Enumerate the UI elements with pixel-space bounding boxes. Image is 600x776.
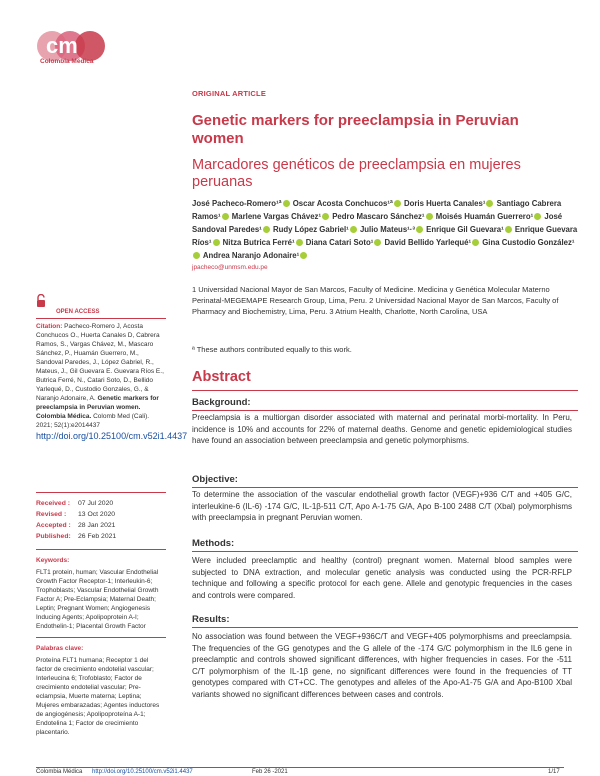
palabras-heading: Palabras clave: xyxy=(36,645,84,652)
date-revised: Revised : 13 Oct 2020 xyxy=(36,511,116,518)
author-list xyxy=(192,197,580,262)
footer-page: 1/17 xyxy=(548,769,560,775)
citation-doi-link[interactable]: http://doi.org/10.25100/cm.v52i1.4437 xyxy=(36,431,188,441)
dates-block xyxy=(36,498,116,542)
author-name: David Bellido Yarlequé¹ xyxy=(384,238,472,247)
logo-mark: cm xyxy=(46,33,78,58)
corresponding-email[interactable]: jpacheco@unmsm.edu.pe xyxy=(192,264,268,271)
title-spanish: Marcadores genéticos de preeclampsia en mujeres peruanas xyxy=(192,157,521,190)
background-heading: Background: xyxy=(192,397,251,408)
date-published: Published: 26 Feb 2021 xyxy=(36,533,117,540)
orcid-icon[interactable] xyxy=(283,200,290,207)
citation-label: Citation: xyxy=(36,323,63,330)
citation-text: Pacheco-Romero J, Acosta Conchucos O., Huerta Canales D, Cabrera Ramos, S., Vargas Chávez, M., Mascaro Sánchez, P., Huamán Guerrero, M., Sandoval Paredes, J., López Gabriel, R., Mateus, J., Gil Guevara E. Guevara Ríos E., Butrica Ferré, N., Catari Soto, D., Bellido Yarlequé, D., Custodio Gonzales, G., & Naranjo Adonaire, A. xyxy=(36,323,164,402)
author-name: Oscar Acosta Conchucos¹ª xyxy=(292,199,393,208)
author-name: José Sandoval Paredes¹ xyxy=(192,212,563,234)
footer-journal: Colombia Médica xyxy=(36,769,83,775)
author-name: Enrique Gil Guevara¹ xyxy=(426,225,504,234)
author-name: Andrea Naranjo Adonaire¹ xyxy=(202,251,300,260)
orcid-icon[interactable] xyxy=(222,213,229,220)
sidebar-divider xyxy=(36,492,166,493)
palabras-block xyxy=(36,644,166,737)
orcid-icon[interactable] xyxy=(322,213,329,220)
open-lock-icon xyxy=(36,294,46,308)
orcid-icon[interactable] xyxy=(426,213,433,220)
citation-rest: Colomb Med (Cali). 2021; 52(1):e2014437 xyxy=(36,413,150,429)
title-english: Genetic markers for preeclampsia in Peruvian women xyxy=(192,112,519,147)
orcid-icon[interactable] xyxy=(416,226,423,233)
citation-title: Genetic markers for preeclampsia in Peruvian women. xyxy=(36,395,159,411)
orcid-icon[interactable] xyxy=(350,226,357,233)
abstract-heading: Abstract xyxy=(192,369,251,385)
abstract-divider xyxy=(192,390,578,391)
author-name: Nitza Butrica Ferré¹ xyxy=(222,238,295,247)
orcid-icon[interactable] xyxy=(486,200,493,207)
orcid-icon[interactable] xyxy=(505,226,512,233)
divider xyxy=(192,551,578,552)
orcid-icon[interactable] xyxy=(394,200,401,207)
palabras-text: Proteína FLT1 humana; Receptor 1 del factor de crecimiento endotelial vascular; Interleucina 6; Trofoblasto; Factor de crecimiento endotelial vascular; Pre-eclampsia, Muerte materna; Leptina; Mujeres embarazadas; Agentes inductores de angiogénesis; Apolipoproteína A-1; Endotelina 1; Factor de crecimiento placentario. xyxy=(36,657,160,736)
orcid-icon[interactable] xyxy=(263,226,270,233)
orcid-icon[interactable] xyxy=(534,213,541,220)
footer-date: Feb 26 -2021 xyxy=(252,769,288,775)
affiliations: 1 Universidad Nacional Mayor de San Marcos, Faculty of Medicine. Medicina y Genética Molecular Materno Perinatal-MEGEMAPE Research Group, Lima, Peru. 2 Universidad Nacional Mayor de San Marcos, Faculty of Pharmacy and Biochemistry, Lima, Peru. 3 Atrium Health, Charlotte, North Carolina, USA xyxy=(192,285,559,316)
article-type: ORIGINAL ARTICLE xyxy=(192,89,267,98)
keywords-heading: Keywords: xyxy=(36,557,70,564)
divider xyxy=(192,487,578,488)
author-name: Julio Mateus¹·³ xyxy=(359,225,415,234)
date-received: Received : 07 Jul 2020 xyxy=(36,500,114,507)
orcid-icon[interactable] xyxy=(193,252,200,259)
results-heading: Results: xyxy=(192,614,230,625)
keywords-block xyxy=(36,556,166,631)
citation-journal: Colombia Médica. xyxy=(36,413,92,420)
author-name: Gina Custodio González¹ xyxy=(482,238,575,247)
orcid-icon[interactable] xyxy=(300,252,307,259)
author-name: Marlene Vargas Chávez¹ xyxy=(231,212,322,221)
orcid-icon[interactable] xyxy=(213,239,220,246)
footer-divider xyxy=(36,767,564,768)
objective-heading: Objective: xyxy=(192,474,238,485)
date-accepted: Accepted : 28 Jan 2021 xyxy=(36,522,116,529)
author-name: Moisés Huamán Guerrero¹ xyxy=(435,212,534,221)
open-access-label: OPEN ACCESS xyxy=(56,309,100,315)
sidebar-divider xyxy=(36,549,166,550)
sidebar-divider xyxy=(36,318,166,319)
author-name: Diana Catari Soto¹ xyxy=(305,238,374,247)
orcid-icon[interactable] xyxy=(296,239,303,246)
footer-doi[interactable]: http://doi.org/10.25100/cm.v52i1.4437 xyxy=(92,769,193,775)
logo-name: Colombia Médica xyxy=(40,58,94,65)
author-name: Santiago Cabrera Ramos¹ xyxy=(192,199,562,221)
results-text: No association was found between the VEGF+936C/T and VEGF+405 polymorphisms and preeclampsia. The frequencies of the GG genotypes and the G allele of the -174 G/C polymorphism in the IL6 gene in preeclamptic and controls showed significant differences, with higher frequencies in cases. For the -511 C/T polymorphism of the IL-1β gene, no significant differences were found in the frequencies of TT genotypes compared with CT+CC. The genotypes and alleles of the Apo-A1-75 G/A and Apo-B100 Xbal variants showed no significant differences between cases and controls. xyxy=(192,632,572,699)
author-name: Pedro Mascaro Sánchez¹ xyxy=(332,212,425,221)
methods-text: Were included preeclamptic and healthy (control) pregnant women. Maternal blood samples were subjected to DNA extraction, and molecular genetic analysis was conducted using the PCR-RFLP technique and following a specific protocol for each gene. Allele and genotypic frequencies in the cases and controls were compared. xyxy=(192,556,572,600)
sidebar-divider xyxy=(36,637,166,638)
citation-block xyxy=(36,322,188,442)
divider xyxy=(192,410,578,411)
author-name: Rudy López Gabriel¹ xyxy=(272,225,349,234)
divider xyxy=(192,627,578,628)
orcid-icon[interactable] xyxy=(374,239,381,246)
methods-heading: Methods: xyxy=(192,538,235,549)
author-name: José Pacheco-Romero¹ª xyxy=(192,199,282,208)
objective-text: To determine the association of the vascular endothelial growth factor (VEGF)+936 C/T and +405 G/C, interleukine-6 (IL-6) -174 G/C, IL-1β-511 C/T, Apo A-1-75 G/A, Apo B-100 2488 C/T (Xbal) polymorphisms with preeclampsia in pregnant Peruvian women. xyxy=(192,490,572,522)
author-name: Doris Huerta Canales¹ xyxy=(403,199,486,208)
background-text: Preeclampsia is a multiorgan disorder associated with maternal and perinatal morbi-mortality. In Peru, incidence is 10% and accounts for 22% of maternal deaths. Genome and genetic epidemiological studies have found an association between preeclampsia and genetic polymorphisms. xyxy=(192,413,572,445)
author-name: Enrique Guevara Ríos¹ xyxy=(192,225,578,247)
keywords-text: FLT1 protein, human; Vascular Endothelial Growth Factor Receptor-1; Interleukin-6; Trophoblasts; Vascular Endothelial Growth Factor A; Pre-Eclampsia; Maternal Death; Leptin; Pregnant Women; Angiogenesis Inducing Agents; Apolipoprotein A-I; Endothelin-1; Placental Growth Factor xyxy=(36,569,159,630)
orcid-icon[interactable] xyxy=(472,239,479,246)
equal-contribution-note: ª These authors contributed equally to this work. xyxy=(192,345,352,354)
